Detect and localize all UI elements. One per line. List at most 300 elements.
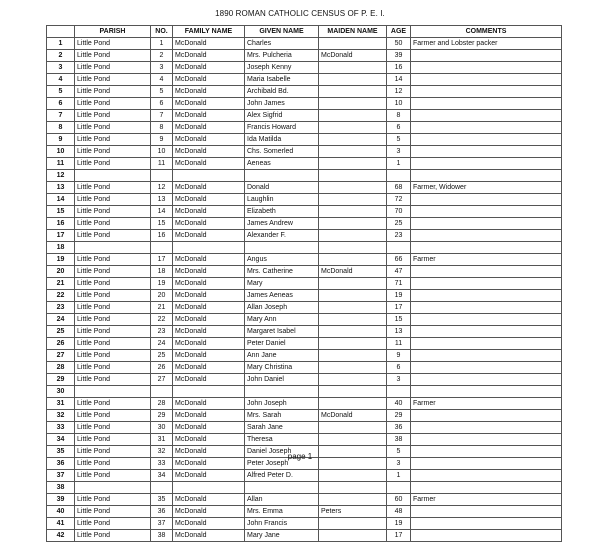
no-cell: 24: [151, 338, 173, 350]
row-number-cell: 22: [47, 290, 75, 302]
given-name-cell: Laughlin: [245, 194, 319, 206]
parish-cell: Little Pond: [75, 350, 151, 362]
maiden-name-cell: [319, 230, 387, 242]
header-cell-no: NO.: [151, 26, 173, 38]
family-name-cell: McDonald: [173, 110, 245, 122]
family-name-cell: McDonald: [173, 446, 245, 458]
row-number-cell: 21: [47, 278, 75, 290]
age-cell: 50: [387, 38, 411, 50]
row-number-cell: 4: [47, 74, 75, 86]
comments-cell: [411, 470, 562, 482]
no-cell: 13: [151, 194, 173, 206]
maiden-name-cell: [319, 98, 387, 110]
family-name-cell: McDonald: [173, 326, 245, 338]
age-cell: 70: [387, 206, 411, 218]
given-name-cell: Alexander F.: [245, 230, 319, 242]
age-cell: 5: [387, 134, 411, 146]
age-cell: [387, 170, 411, 182]
given-name-cell: Archibald Bd.: [245, 86, 319, 98]
family-name-cell: McDonald: [173, 530, 245, 542]
comments-cell: [411, 386, 562, 398]
family-name-cell: McDonald: [173, 362, 245, 374]
table-row: [47, 434, 562, 446]
given-name-cell: Margaret Isabel: [245, 326, 319, 338]
given-name-cell: [245, 482, 319, 494]
family-name-cell: McDonald: [173, 458, 245, 470]
parish-cell: Little Pond: [75, 398, 151, 410]
given-name-cell: John Francis: [245, 518, 319, 530]
given-name-cell: Mrs. Sarah: [245, 410, 319, 422]
age-cell: 1: [387, 470, 411, 482]
maiden-name-cell: [319, 62, 387, 74]
parish-cell: Little Pond: [75, 206, 151, 218]
family-name-cell: McDonald: [173, 518, 245, 530]
no-cell: 37: [151, 518, 173, 530]
row-number-cell: 8: [47, 122, 75, 134]
age-cell: 60: [387, 494, 411, 506]
age-cell: 68: [387, 182, 411, 194]
comments-cell: Farmer, Widower: [411, 182, 562, 194]
row-number-cell: 11: [47, 158, 75, 170]
family-name-cell: McDonald: [173, 374, 245, 386]
family-name-cell: McDonald: [173, 62, 245, 74]
header-cell-age: AGE: [387, 26, 411, 38]
parish-cell: Little Pond: [75, 158, 151, 170]
table-row: [47, 398, 562, 410]
row-number-cell: 28: [47, 362, 75, 374]
comments-cell: [411, 482, 562, 494]
table-row: [47, 74, 562, 86]
table-row: [47, 290, 562, 302]
row-number-cell: 35: [47, 446, 75, 458]
parish-cell: Little Pond: [75, 446, 151, 458]
given-name-cell: Sarah Jane: [245, 422, 319, 434]
header-cell-comments: COMMENTS: [411, 26, 562, 38]
comments-cell: [411, 338, 562, 350]
age-cell: 3: [387, 374, 411, 386]
no-cell: 11: [151, 158, 173, 170]
comments-cell: [411, 422, 562, 434]
table-row: [47, 386, 562, 398]
row-number-cell: 20: [47, 266, 75, 278]
table-row: [47, 338, 562, 350]
table-row: [47, 50, 562, 62]
maiden-name-cell: [319, 278, 387, 290]
age-cell: 48: [387, 506, 411, 518]
header-cell-rownum: [47, 26, 75, 38]
row-number-cell: 25: [47, 326, 75, 338]
given-name-cell: Alex Sigfrid: [245, 110, 319, 122]
parish-cell: Little Pond: [75, 302, 151, 314]
comments-cell: [411, 242, 562, 254]
no-cell: 8: [151, 122, 173, 134]
no-cell: 29: [151, 410, 173, 422]
row-number-cell: 30: [47, 386, 75, 398]
family-name-cell: McDonald: [173, 314, 245, 326]
given-name-cell: Francis Howard: [245, 122, 319, 134]
table-row: [47, 158, 562, 170]
row-number-cell: 3: [47, 62, 75, 74]
no-cell: 21: [151, 302, 173, 314]
no-cell: [151, 242, 173, 254]
parish-cell: Little Pond: [75, 38, 151, 50]
row-number-cell: 17: [47, 230, 75, 242]
comments-cell: [411, 170, 562, 182]
age-cell: [387, 386, 411, 398]
age-cell: 17: [387, 530, 411, 542]
maiden-name-cell: [319, 362, 387, 374]
no-cell: 22: [151, 314, 173, 326]
table-row: [47, 38, 562, 50]
no-cell: 19: [151, 278, 173, 290]
age-cell: 3: [387, 146, 411, 158]
document-title: 1890 ROMAN CATHOLIC CENSUS OF P. E. I.: [215, 9, 385, 18]
parish-cell: Little Pond: [75, 470, 151, 482]
no-cell: 32: [151, 446, 173, 458]
age-cell: 47: [387, 266, 411, 278]
table-row: [47, 122, 562, 134]
comments-cell: [411, 314, 562, 326]
parish-cell: Little Pond: [75, 122, 151, 134]
no-cell: 15: [151, 218, 173, 230]
family-name-cell: McDonald: [173, 86, 245, 98]
no-cell: 9: [151, 134, 173, 146]
parish-cell: [75, 386, 151, 398]
age-cell: 14: [387, 74, 411, 86]
row-number-cell: 16: [47, 218, 75, 230]
row-number-cell: 23: [47, 302, 75, 314]
no-cell: 4: [151, 74, 173, 86]
table-row: [47, 506, 562, 518]
no-cell: 31: [151, 434, 173, 446]
comments-cell: [411, 530, 562, 542]
given-name-cell: Mrs. Catherine: [245, 266, 319, 278]
table-row: [47, 206, 562, 218]
maiden-name-cell: [319, 494, 387, 506]
no-cell: 34: [151, 470, 173, 482]
maiden-name-cell: [319, 422, 387, 434]
row-number-cell: 36: [47, 458, 75, 470]
maiden-name-cell: [319, 482, 387, 494]
comments-cell: [411, 110, 562, 122]
table-row: [47, 518, 562, 530]
row-number-cell: 14: [47, 194, 75, 206]
family-name-cell: [173, 242, 245, 254]
row-number-cell: 42: [47, 530, 75, 542]
comments-cell: [411, 362, 562, 374]
family-name-cell: McDonald: [173, 434, 245, 446]
parish-cell: Little Pond: [75, 266, 151, 278]
no-cell: 17: [151, 254, 173, 266]
given-name-cell: Angus: [245, 254, 319, 266]
maiden-name-cell: [319, 302, 387, 314]
no-cell: [151, 386, 173, 398]
parish-cell: Little Pond: [75, 422, 151, 434]
family-name-cell: McDonald: [173, 410, 245, 422]
parish-cell: Little Pond: [75, 494, 151, 506]
maiden-name-cell: McDonald: [319, 410, 387, 422]
table-row: [47, 182, 562, 194]
row-number-cell: 24: [47, 314, 75, 326]
no-cell: 36: [151, 506, 173, 518]
parish-cell: Little Pond: [75, 134, 151, 146]
comments-cell: [411, 206, 562, 218]
given-name-cell: Allan Joseph: [245, 302, 319, 314]
table-row: [47, 194, 562, 206]
family-name-cell: McDonald: [173, 146, 245, 158]
given-name-cell: Charles: [245, 38, 319, 50]
comments-cell: [411, 326, 562, 338]
age-cell: 1: [387, 158, 411, 170]
given-name-cell: Ann Jane: [245, 350, 319, 362]
row-number-cell: 2: [47, 50, 75, 62]
parish-cell: Little Pond: [75, 218, 151, 230]
comments-cell: [411, 194, 562, 206]
family-name-cell: McDonald: [173, 266, 245, 278]
row-number-cell: 34: [47, 434, 75, 446]
age-cell: 36: [387, 422, 411, 434]
given-name-cell: Mrs. Emma: [245, 506, 319, 518]
parish-cell: Little Pond: [75, 86, 151, 98]
given-name-cell: Ida Matilda: [245, 134, 319, 146]
comments-cell: [411, 266, 562, 278]
maiden-name-cell: [319, 254, 387, 266]
maiden-name-cell: [319, 206, 387, 218]
family-name-cell: McDonald: [173, 494, 245, 506]
comments-cell: Farmer: [411, 398, 562, 410]
age-cell: 5: [387, 446, 411, 458]
no-cell: 14: [151, 206, 173, 218]
family-name-cell: McDonald: [173, 290, 245, 302]
family-name-cell: McDonald: [173, 278, 245, 290]
parish-cell: Little Pond: [75, 278, 151, 290]
table-row: [47, 326, 562, 338]
row-number-cell: 15: [47, 206, 75, 218]
row-number-cell: 9: [47, 134, 75, 146]
row-number-cell: 26: [47, 338, 75, 350]
family-name-cell: McDonald: [173, 218, 245, 230]
no-cell: [151, 170, 173, 182]
age-cell: [387, 242, 411, 254]
table-row: [47, 266, 562, 278]
maiden-name-cell: [319, 74, 387, 86]
parish-cell: Little Pond: [75, 314, 151, 326]
row-number-cell: 40: [47, 506, 75, 518]
given-name-cell: Mary: [245, 278, 319, 290]
maiden-name-cell: [319, 242, 387, 254]
age-cell: 12: [387, 86, 411, 98]
age-cell: 13: [387, 326, 411, 338]
parish-cell: Little Pond: [75, 410, 151, 422]
age-cell: 16: [387, 62, 411, 74]
maiden-name-cell: [319, 314, 387, 326]
parish-cell: Little Pond: [75, 458, 151, 470]
row-number-cell: 39: [47, 494, 75, 506]
comments-cell: [411, 278, 562, 290]
family-name-cell: McDonald: [173, 206, 245, 218]
age-cell: 29: [387, 410, 411, 422]
family-name-cell: McDonald: [173, 182, 245, 194]
maiden-name-cell: [319, 134, 387, 146]
maiden-name-cell: [319, 290, 387, 302]
comments-cell: [411, 74, 562, 86]
parish-cell: Little Pond: [75, 254, 151, 266]
age-cell: 23: [387, 230, 411, 242]
comments-cell: [411, 218, 562, 230]
table-row: [47, 302, 562, 314]
given-name-cell: Mary Jane: [245, 530, 319, 542]
given-name-cell: [245, 170, 319, 182]
family-name-cell: McDonald: [173, 74, 245, 86]
table-row: [47, 482, 562, 494]
row-number-cell: 13: [47, 182, 75, 194]
parish-cell: Little Pond: [75, 506, 151, 518]
given-name-cell: Allan: [245, 494, 319, 506]
age-cell: 40: [387, 398, 411, 410]
age-cell: 17: [387, 302, 411, 314]
given-name-cell: Aeneas: [245, 158, 319, 170]
page-number: page 1: [287, 452, 313, 461]
maiden-name-cell: [319, 386, 387, 398]
no-cell: 6: [151, 98, 173, 110]
maiden-name-cell: [319, 170, 387, 182]
no-cell: 28: [151, 398, 173, 410]
family-name-cell: [173, 482, 245, 494]
maiden-name-cell: McDonald: [319, 266, 387, 278]
maiden-name-cell: [319, 194, 387, 206]
given-name-cell: [245, 386, 319, 398]
maiden-name-cell: Peters: [319, 506, 387, 518]
table-row: [47, 362, 562, 374]
census-table-body: [47, 38, 562, 542]
table-row: [47, 374, 562, 386]
family-name-cell: McDonald: [173, 422, 245, 434]
no-cell: 16: [151, 230, 173, 242]
parish-cell: Little Pond: [75, 98, 151, 110]
no-cell: 3: [151, 62, 173, 74]
maiden-name-cell: [319, 158, 387, 170]
age-cell: 38: [387, 434, 411, 446]
maiden-name-cell: [319, 182, 387, 194]
no-cell: 30: [151, 422, 173, 434]
maiden-name-cell: [319, 38, 387, 50]
header-cell-maiden-name: MAIDEN NAME: [319, 26, 387, 38]
age-cell: 3: [387, 458, 411, 470]
row-number-cell: 19: [47, 254, 75, 266]
given-name-cell: Mrs. Pulcheria: [245, 50, 319, 62]
age-cell: [387, 482, 411, 494]
comments-cell: [411, 122, 562, 134]
comments-cell: Farmer: [411, 254, 562, 266]
maiden-name-cell: [319, 374, 387, 386]
given-name-cell: Mary Ann: [245, 314, 319, 326]
header-cell-parish: PARISH: [75, 26, 151, 38]
table-row: [47, 530, 562, 542]
age-cell: 66: [387, 254, 411, 266]
comments-cell: [411, 134, 562, 146]
age-cell: 6: [387, 122, 411, 134]
parish-cell: Little Pond: [75, 434, 151, 446]
given-name-cell: Daniel Joseph: [245, 446, 319, 458]
parish-cell: Little Pond: [75, 362, 151, 374]
maiden-name-cell: [319, 338, 387, 350]
no-cell: 35: [151, 494, 173, 506]
parish-cell: [75, 170, 151, 182]
parish-cell: Little Pond: [75, 110, 151, 122]
age-cell: 8: [387, 110, 411, 122]
header-cell-family-name: FAMILY NAME: [173, 26, 245, 38]
maiden-name-cell: [319, 122, 387, 134]
maiden-name-cell: [319, 350, 387, 362]
no-cell: 38: [151, 530, 173, 542]
comments-cell: [411, 506, 562, 518]
given-name-cell: Joseph Kenny: [245, 62, 319, 74]
parish-cell: Little Pond: [75, 146, 151, 158]
row-number-cell: 12: [47, 170, 75, 182]
age-cell: 19: [387, 290, 411, 302]
given-name-cell: Elizabeth: [245, 206, 319, 218]
no-cell: 27: [151, 374, 173, 386]
comments-cell: [411, 86, 562, 98]
age-cell: 19: [387, 518, 411, 530]
comments-cell: [411, 350, 562, 362]
family-name-cell: McDonald: [173, 302, 245, 314]
age-cell: 10: [387, 98, 411, 110]
family-name-cell: McDonald: [173, 158, 245, 170]
no-cell: 33: [151, 458, 173, 470]
age-cell: 25: [387, 218, 411, 230]
census-table: [46, 25, 562, 542]
header-cell-given-name: GIVEN NAME: [245, 26, 319, 38]
age-cell: 71: [387, 278, 411, 290]
table-row: [47, 494, 562, 506]
parish-cell: Little Pond: [75, 518, 151, 530]
table-row: [47, 350, 562, 362]
parish-cell: Little Pond: [75, 338, 151, 350]
no-cell: 18: [151, 266, 173, 278]
comments-cell: Farmer: [411, 494, 562, 506]
comments-cell: [411, 302, 562, 314]
parish-cell: Little Pond: [75, 530, 151, 542]
age-cell: 6: [387, 362, 411, 374]
given-name-cell: John James: [245, 98, 319, 110]
parish-cell: Little Pond: [75, 230, 151, 242]
comments-cell: [411, 230, 562, 242]
parish-cell: Little Pond: [75, 182, 151, 194]
no-cell: 5: [151, 86, 173, 98]
maiden-name-cell: [319, 110, 387, 122]
row-number-cell: 6: [47, 98, 75, 110]
table-header-row: [47, 26, 562, 38]
table-row: [47, 170, 562, 182]
maiden-name-cell: [319, 530, 387, 542]
parish-cell: Little Pond: [75, 290, 151, 302]
table-row: [47, 134, 562, 146]
row-number-cell: 37: [47, 470, 75, 482]
comments-cell: [411, 434, 562, 446]
comments-cell: [411, 290, 562, 302]
comments-cell: [411, 146, 562, 158]
comments-cell: [411, 410, 562, 422]
age-cell: 15: [387, 314, 411, 326]
table-row: [47, 218, 562, 230]
family-name-cell: McDonald: [173, 50, 245, 62]
given-name-cell: Chs. Somerled: [245, 146, 319, 158]
given-name-cell: Donald: [245, 182, 319, 194]
table-row: [47, 410, 562, 422]
row-number-cell: 27: [47, 350, 75, 362]
parish-cell: Little Pond: [75, 194, 151, 206]
